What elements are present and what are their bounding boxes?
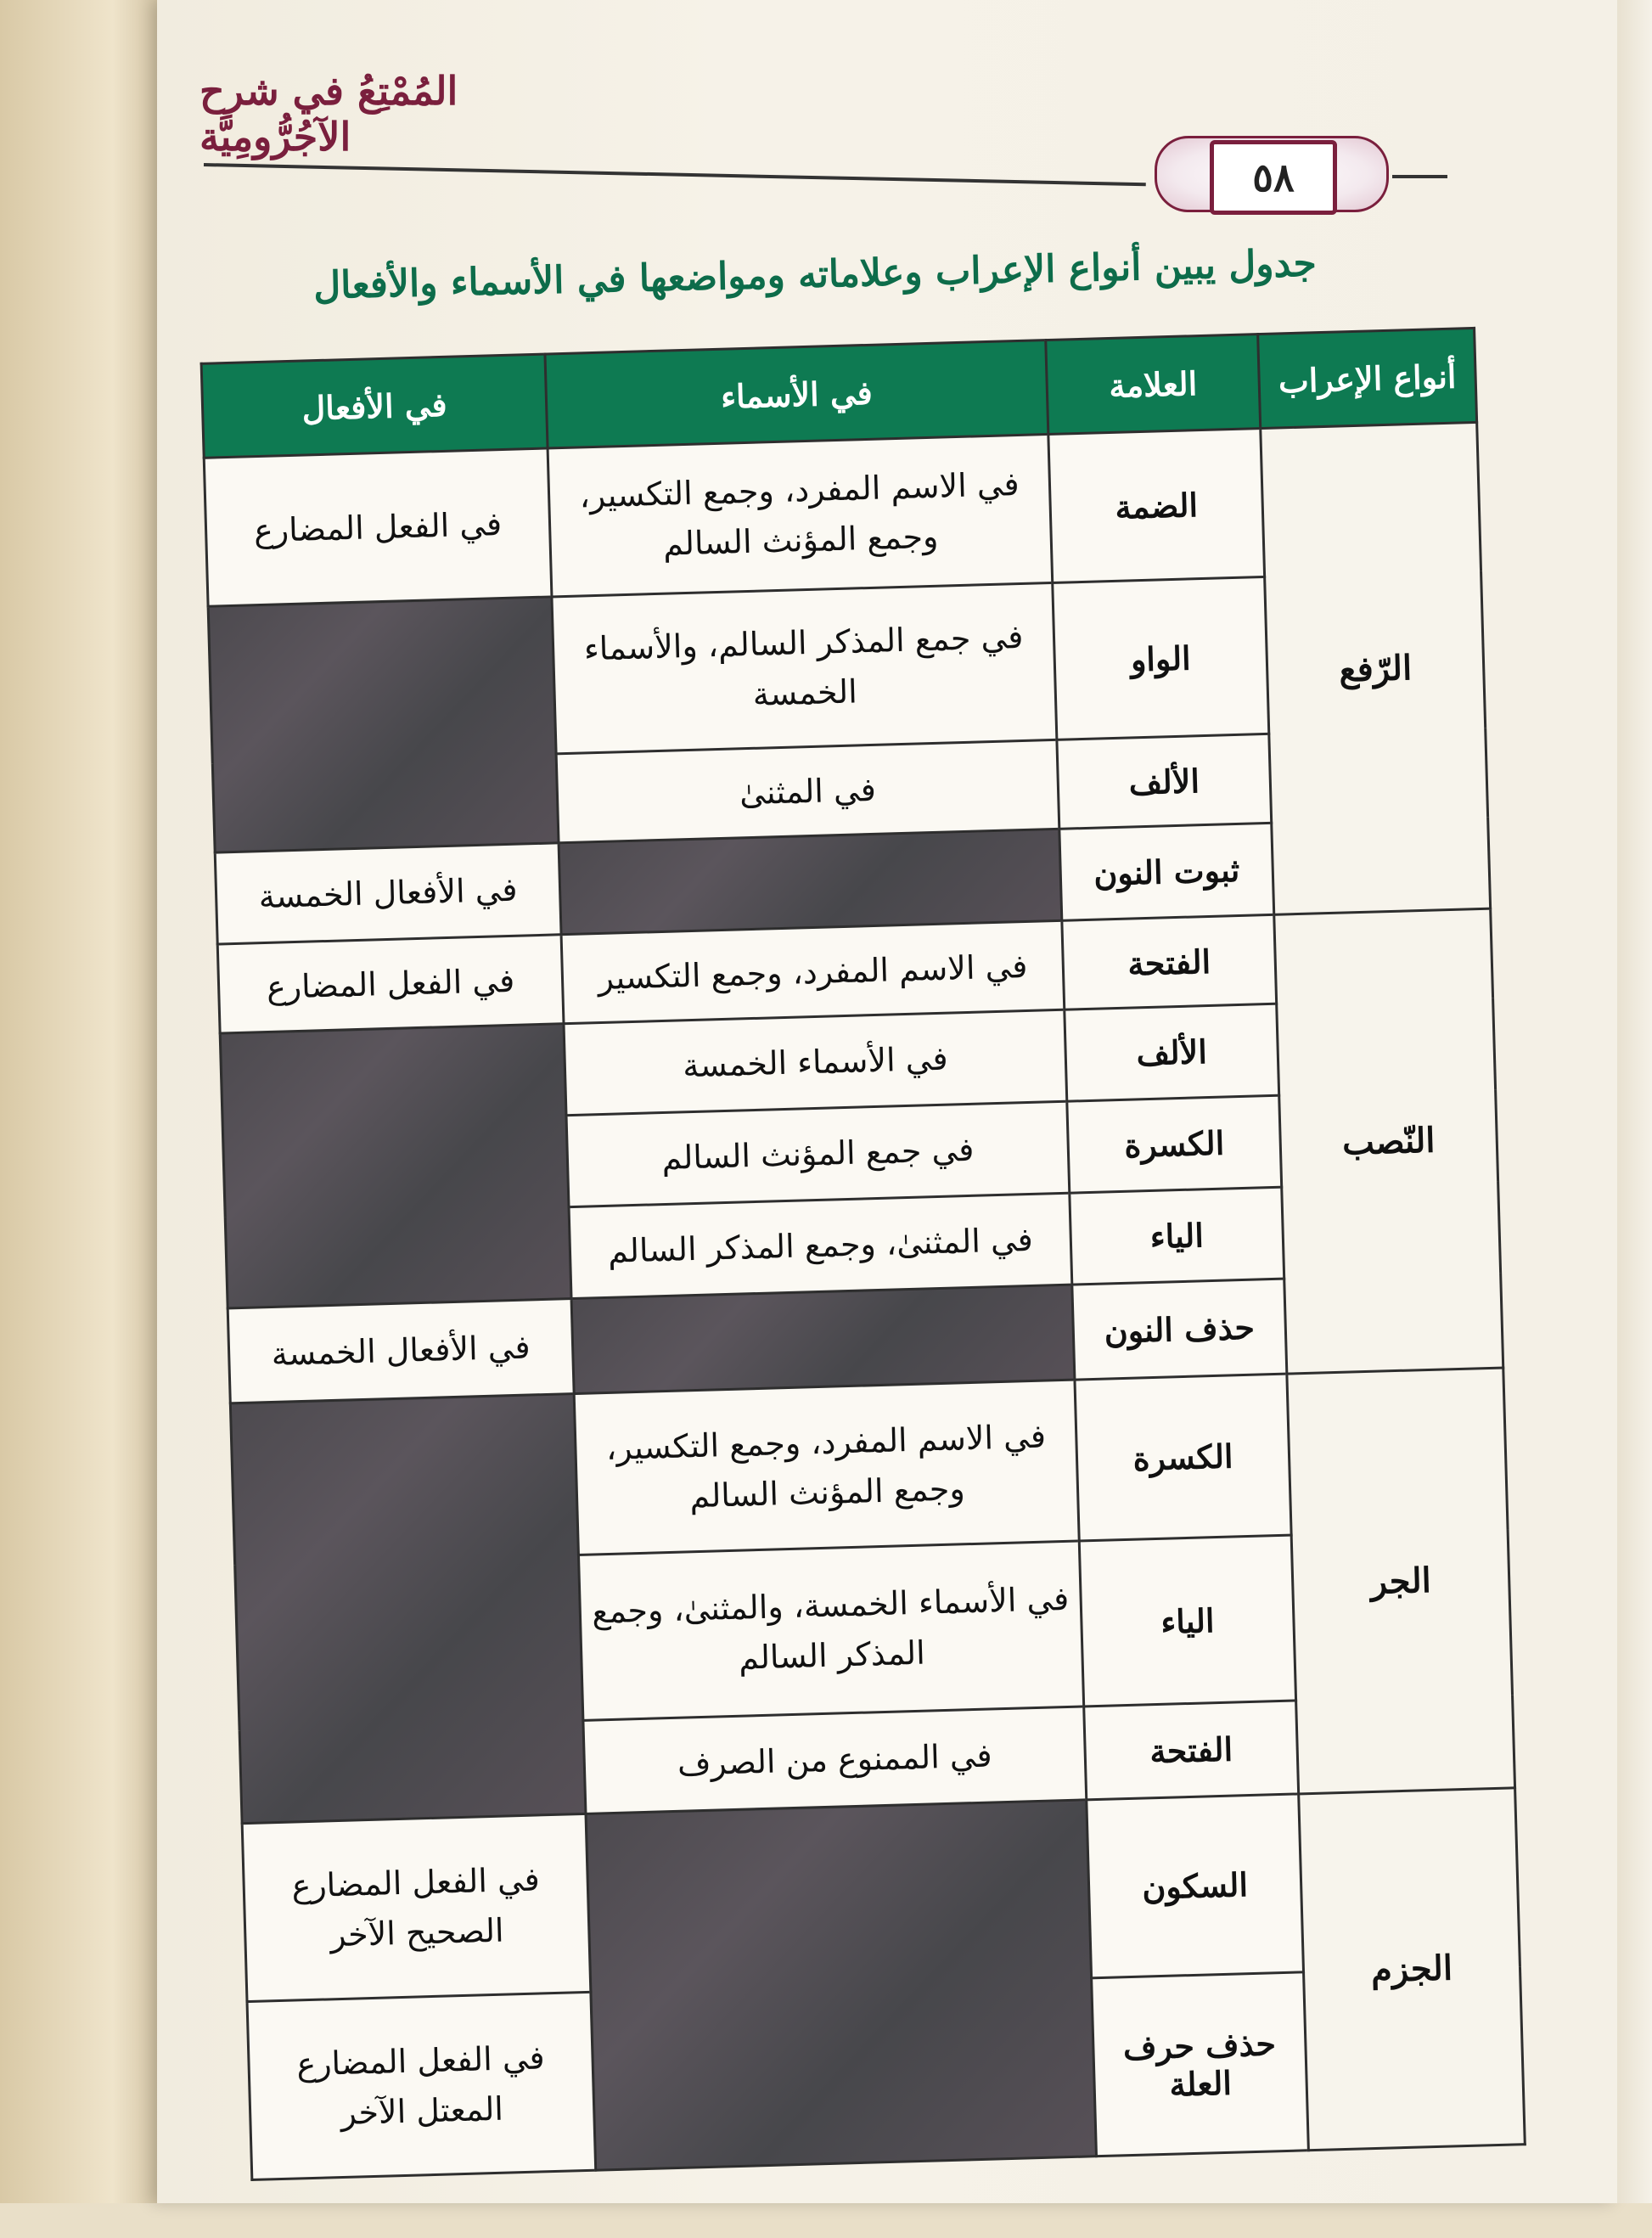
sign-cell: حذف النون	[1072, 1279, 1287, 1380]
col-header-types: أنواع الإعراب	[1258, 328, 1477, 428]
page-edge-right	[1617, 0, 1652, 2203]
names-cell: في جمع المذكر السالم، والأسماء الخمسة	[552, 582, 1057, 753]
empty-shaded-cell	[586, 1800, 1096, 2170]
verbs-cell: في الفعل المضارع الصحيح الآخر	[242, 1813, 591, 2001]
facing-page-edge	[0, 0, 161, 2203]
table-container	[200, 327, 1526, 2238]
verbs-cell: في الأفعال الخمسة	[228, 1299, 574, 1403]
sign-cell: الواو	[1053, 576, 1269, 739]
header-rule-right	[1392, 175, 1447, 178]
sign-cell: ثبوت النون	[1059, 823, 1274, 920]
sign-cell: الياء	[1079, 1535, 1295, 1707]
col-header-verbs: في الأفعال	[201, 354, 548, 458]
verbs-cell: في الفعل المضارع	[204, 448, 552, 606]
names-cell: في الأسماء الخمسة	[564, 1009, 1067, 1115]
page-number: ٥٨	[1210, 140, 1337, 215]
sign-cell: الياء	[1070, 1187, 1284, 1285]
sign-cell: الفتحة	[1084, 1701, 1299, 1800]
sign-cell: حذف حرف العلة	[1092, 1972, 1309, 2156]
names-cell: في الاسم المفرد، وجمع التكسير	[561, 920, 1065, 1023]
sign-cell: الألف	[1065, 1004, 1279, 1101]
empty-shaded-cell	[208, 597, 559, 852]
sign-cell: الضمة	[1048, 429, 1265, 583]
empty-shaded-cell	[571, 1285, 1075, 1393]
sign-cell: الكسرة	[1075, 1374, 1291, 1541]
names-cell: في المثنىٰ، وجمع المذكر السالم	[569, 1193, 1072, 1298]
irab-type-nasb: النّصب	[1274, 908, 1503, 1374]
verbs-cell: في الفعل المضارع	[217, 935, 564, 1033]
names-cell: في جمع المؤنث السالم	[566, 1101, 1070, 1206]
names-cell: في الاسم المفرد، وجمع التكسير، وجمع المؤنث السالم	[548, 435, 1053, 597]
table-row	[230, 1368, 1508, 1565]
verbs-cell: في الأفعال الخمسة	[215, 843, 561, 944]
table-title: جدول يبين أنواع الإعراب وعلاماته ومواضعها في الأسماء والأفعال	[312, 241, 1318, 308]
empty-shaded-cell	[220, 1024, 571, 1308]
names-cell: في المثنىٰ	[556, 739, 1059, 842]
empty-shaded-cell	[559, 829, 1062, 934]
table-row	[242, 1788, 1520, 2002]
irab-type-jarr: الجر	[1287, 1368, 1515, 1794]
sign-cell: الفتحة	[1062, 914, 1277, 1009]
sign-cell: الألف	[1057, 734, 1272, 829]
names-cell: في الأسماء الخمسة، والمثنىٰ، وجمع المذكر السالم	[578, 1541, 1083, 1720]
verbs-cell: في الفعل المضارع المعتل الآخر	[247, 1992, 596, 2179]
sign-cell: السكون	[1087, 1794, 1304, 1978]
empty-shaded-cell	[230, 1394, 586, 1824]
running-title: المُمْتِعُ في شرح الآجُرُّومِيَّة	[199, 68, 458, 160]
irab-type-jazm: الجزم	[1299, 1788, 1526, 2151]
col-header-names: في الأسماء	[545, 340, 1048, 448]
col-header-sign: العلامة	[1046, 335, 1261, 435]
names-cell: في الاسم المفرد، وجمع التكسير، وجمع المؤنث السالم	[574, 1380, 1079, 1555]
sign-cell: الكسرة	[1067, 1095, 1282, 1193]
irab-table	[200, 327, 1526, 2181]
names-cell: في الممنوع من الصرف	[583, 1707, 1087, 1813]
irab-type-raf: الرّفع	[1261, 422, 1491, 914]
